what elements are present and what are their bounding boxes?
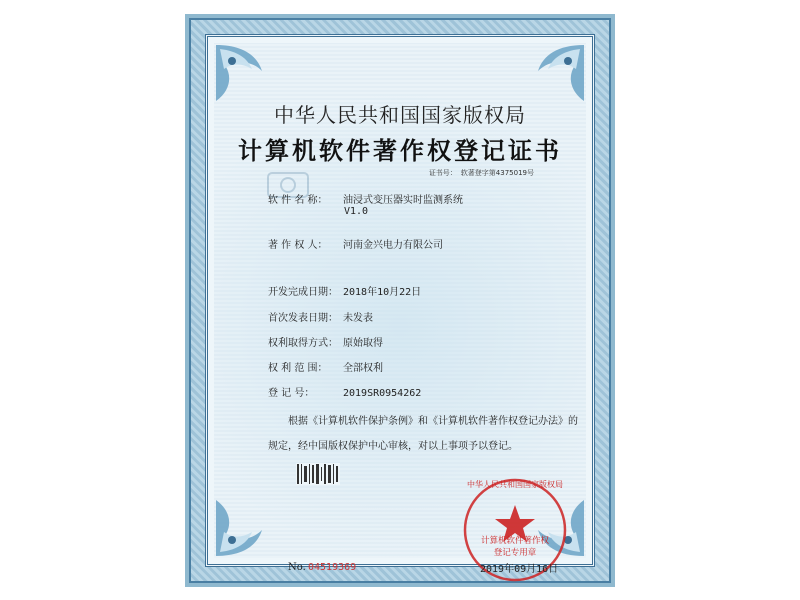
issuing-authority: 中华人民共和国国家版权局 [274, 103, 526, 127]
seal-text-line: 登记专用章 [493, 548, 537, 558]
field-software-name [268, 191, 463, 206]
field-label: 著 作 权 人： [268, 240, 328, 251]
legal-basis-line: 根据《计算机软件保护条例》和《计算机软件著作权登记办法》的 [288, 416, 578, 427]
field-value: 河南金兴电力有限公司 [343, 240, 443, 251]
serial-number-label: No. [288, 562, 306, 573]
field-acquisition-method [268, 334, 383, 349]
field-label: 权利取得方式： [268, 338, 338, 349]
field-first-publication-date [268, 309, 373, 324]
certificate-title: 计算机软件著作权登记证书 [238, 136, 562, 165]
issue-date: 2019年09月16日 [480, 564, 559, 575]
field-label: 登 记 号： [268, 388, 315, 399]
certificate-number-value: 软著登字第4375019号 [460, 169, 534, 177]
field-label: 软 件 名 称： [268, 195, 328, 206]
certificate [185, 14, 615, 587]
field-value: 未发表 [343, 313, 373, 324]
seal-ring-text: 中华人民共和国国家版权局 [467, 480, 563, 489]
field-value: 2018年10月22日 [343, 287, 422, 298]
corner-ornament-icon [212, 490, 282, 560]
inner-frame [205, 34, 595, 575]
certificate-paper [214, 43, 586, 575]
field-label: 开发完成日期： [268, 287, 338, 298]
field-label: 权 利 范 围： [268, 363, 328, 374]
field-registration-number [268, 384, 421, 399]
field-development-date [268, 283, 421, 298]
barcode-icon [296, 463, 340, 485]
legal-basis-line: 规定，经中国版权保护中心审核，对以上事项予以登记。 [268, 441, 518, 452]
field-value: 全部权利 [343, 363, 383, 374]
software-version: V1.0 [344, 206, 369, 217]
field-label: 首次发表日期： [268, 313, 338, 324]
serial-number-value: 04519369 [308, 562, 357, 573]
field-value: 2019SR0954262 [343, 388, 422, 399]
seal-text-line: 计算机软件著作权 [480, 536, 549, 546]
field-value: 原始取得 [343, 338, 383, 349]
certificate-number [425, 168, 534, 178]
certificate-number-label: 证书号： [428, 169, 457, 177]
field-rights-scope [268, 359, 383, 374]
field-value: 油浸式变压器实时监测系统 [343, 195, 463, 206]
field-copyright-owner [268, 236, 443, 251]
decorative-border [189, 18, 611, 583]
